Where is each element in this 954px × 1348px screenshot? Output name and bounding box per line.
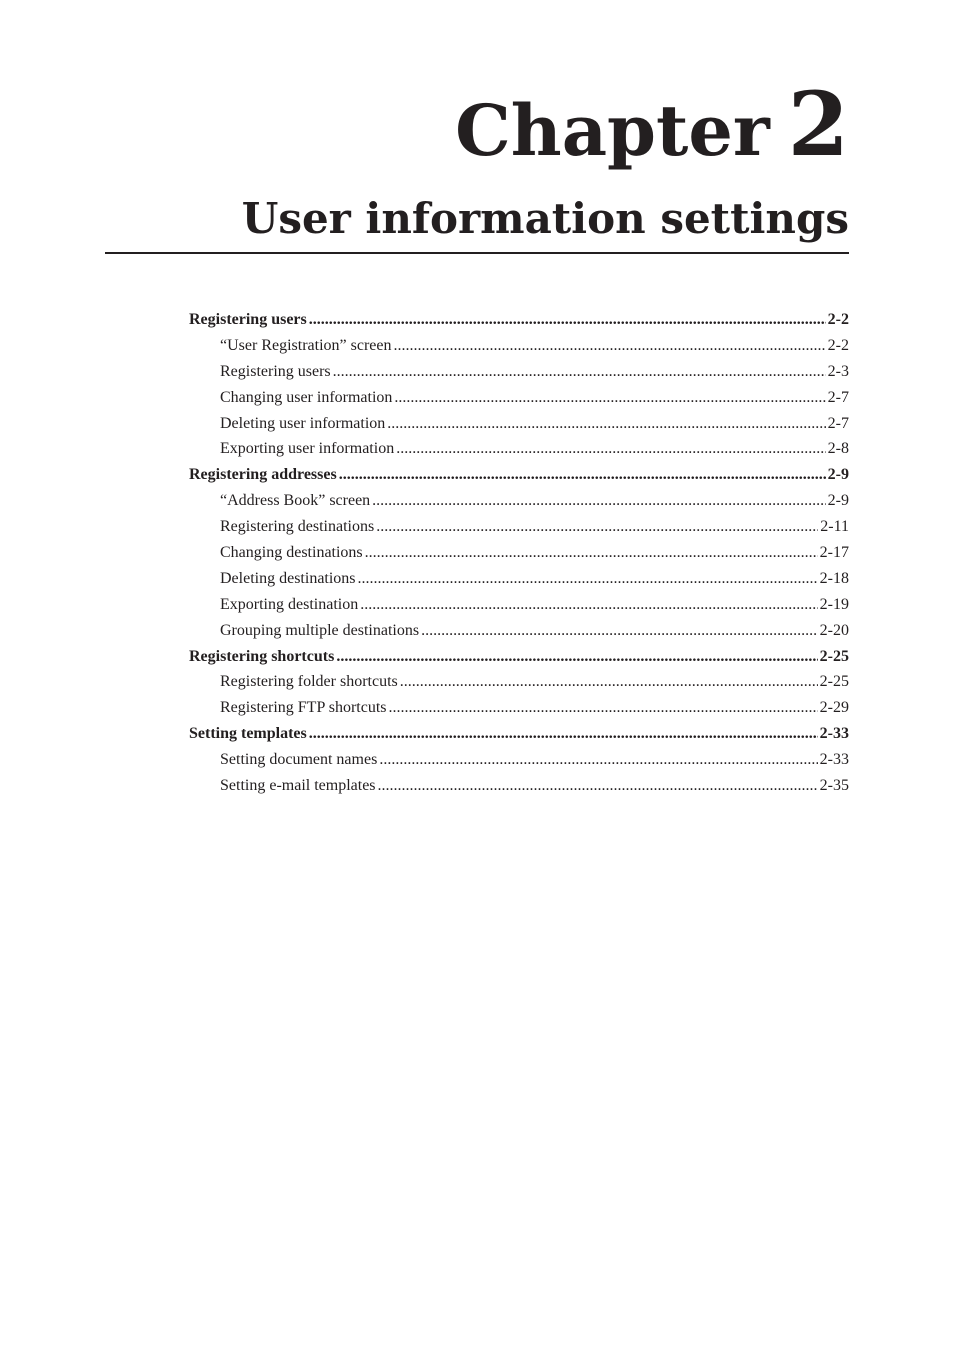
toc-dot-leader	[376, 518, 818, 536]
toc-page-number: 2-29	[819, 699, 849, 717]
toc-section-entry[interactable]	[189, 466, 849, 492]
toc-subsection-entry[interactable]	[189, 440, 849, 466]
toc-entry-label: Setting e-mail templates	[220, 777, 376, 795]
toc-subsection-entry[interactable]	[189, 751, 849, 777]
toc-page-number: 2-9	[827, 466, 849, 484]
toc-entry-label: Deleting user information	[220, 414, 386, 432]
toc-page-number: 2-11	[820, 518, 849, 536]
toc-entry-label: Registering addresses	[189, 466, 337, 484]
toc-page-number: 2-7	[827, 388, 849, 406]
toc-dot-leader	[309, 311, 826, 329]
toc-entry-label: Changing destinations	[220, 544, 363, 562]
toc-page-number: 2-33	[819, 725, 849, 743]
toc-dot-leader	[339, 466, 826, 484]
toc-entry-label: Registering users	[220, 362, 331, 380]
toc-page-number: 2-2	[827, 311, 849, 328]
toc-subsection-entry[interactable]	[189, 492, 849, 518]
toc-entry-label: Registering shortcuts	[189, 647, 335, 665]
toc-entry-label: Exporting destination	[220, 595, 359, 613]
toc-entry-label: Registering destinations	[220, 518, 375, 536]
toc-subsection-entry[interactable]	[189, 699, 849, 725]
toc-entry-label: Changing user information	[220, 388, 393, 406]
toc-page-number: 2-20	[819, 621, 849, 639]
chapter-title: User information settings	[241, 194, 849, 243]
toc-entry-label: “User Registration” screen	[220, 336, 392, 354]
toc-section-entry[interactable]	[189, 648, 849, 674]
toc-page-number: 2-2	[827, 336, 849, 354]
toc-subsection-entry[interactable]	[189, 389, 849, 415]
toc-entry-label: Setting templates	[189, 725, 307, 743]
toc-subsection-entry[interactable]	[189, 337, 849, 363]
toc-page-number: 2-9	[827, 492, 849, 510]
toc-page-number: 2-8	[827, 440, 849, 458]
toc-page-number: 2-17	[819, 544, 849, 562]
toc-subsection-entry[interactable]	[189, 570, 849, 596]
toc-entry-label: Grouping multiple destinations	[220, 621, 420, 639]
toc-dot-leader	[333, 363, 826, 381]
toc-subsection-entry[interactable]	[189, 544, 849, 570]
toc-dot-leader	[309, 725, 818, 743]
toc-dot-leader	[387, 415, 825, 433]
toc-dot-leader	[389, 699, 818, 717]
toc-page-number: 2-3	[827, 362, 849, 380]
toc-section-entry[interactable]	[189, 311, 849, 337]
toc-entry-label: Registering users	[189, 311, 307, 328]
toc-subsection-entry[interactable]	[189, 596, 849, 622]
chapter-word: Chapter	[455, 89, 770, 172]
chapter-heading	[455, 72, 849, 176]
toc-page-number: 2-18	[819, 569, 849, 587]
toc-dot-leader	[379, 751, 817, 769]
toc-page-number: 2-7	[827, 414, 849, 432]
table-of-contents	[189, 311, 849, 803]
toc-dot-leader	[421, 622, 818, 640]
toc-section-entry[interactable]	[189, 725, 849, 751]
toc-dot-leader	[358, 570, 818, 588]
toc-page-number: 2-33	[819, 751, 849, 769]
toc-dot-leader	[336, 648, 817, 666]
toc-subsection-entry[interactable]	[189, 622, 849, 648]
toc-dot-leader	[400, 673, 818, 691]
toc-subsection-entry[interactable]	[189, 518, 849, 544]
toc-dot-leader	[360, 596, 817, 614]
toc-page-number: 2-25	[819, 647, 849, 665]
toc-entry-label: Registering folder shortcuts	[220, 673, 398, 691]
toc-page-number: 2-35	[819, 777, 849, 795]
toc-subsection-entry[interactable]	[189, 673, 849, 699]
toc-entry-label: Exporting user information	[220, 440, 395, 458]
toc-page-number: 2-25	[819, 673, 849, 691]
toc-dot-leader	[372, 492, 826, 510]
toc-entry-label: Registering FTP shortcuts	[220, 699, 387, 717]
toc-dot-leader	[396, 440, 825, 458]
toc-subsection-entry[interactable]	[189, 415, 849, 441]
toc-entry-label: Deleting destinations	[220, 569, 356, 587]
toc-page-number: 2-19	[819, 595, 849, 613]
toc-dot-leader	[393, 337, 825, 355]
toc-subsection-entry[interactable]	[189, 777, 849, 803]
toc-dot-leader	[394, 389, 825, 407]
chapter-number: 2	[787, 72, 849, 176]
toc-entry-label: “Address Book” screen	[220, 492, 371, 510]
title-rule	[105, 252, 849, 254]
toc-entry-label: Setting document names	[220, 751, 378, 769]
toc-dot-leader	[365, 544, 818, 562]
toc-subsection-entry[interactable]	[189, 363, 849, 389]
toc-dot-leader	[378, 777, 818, 795]
